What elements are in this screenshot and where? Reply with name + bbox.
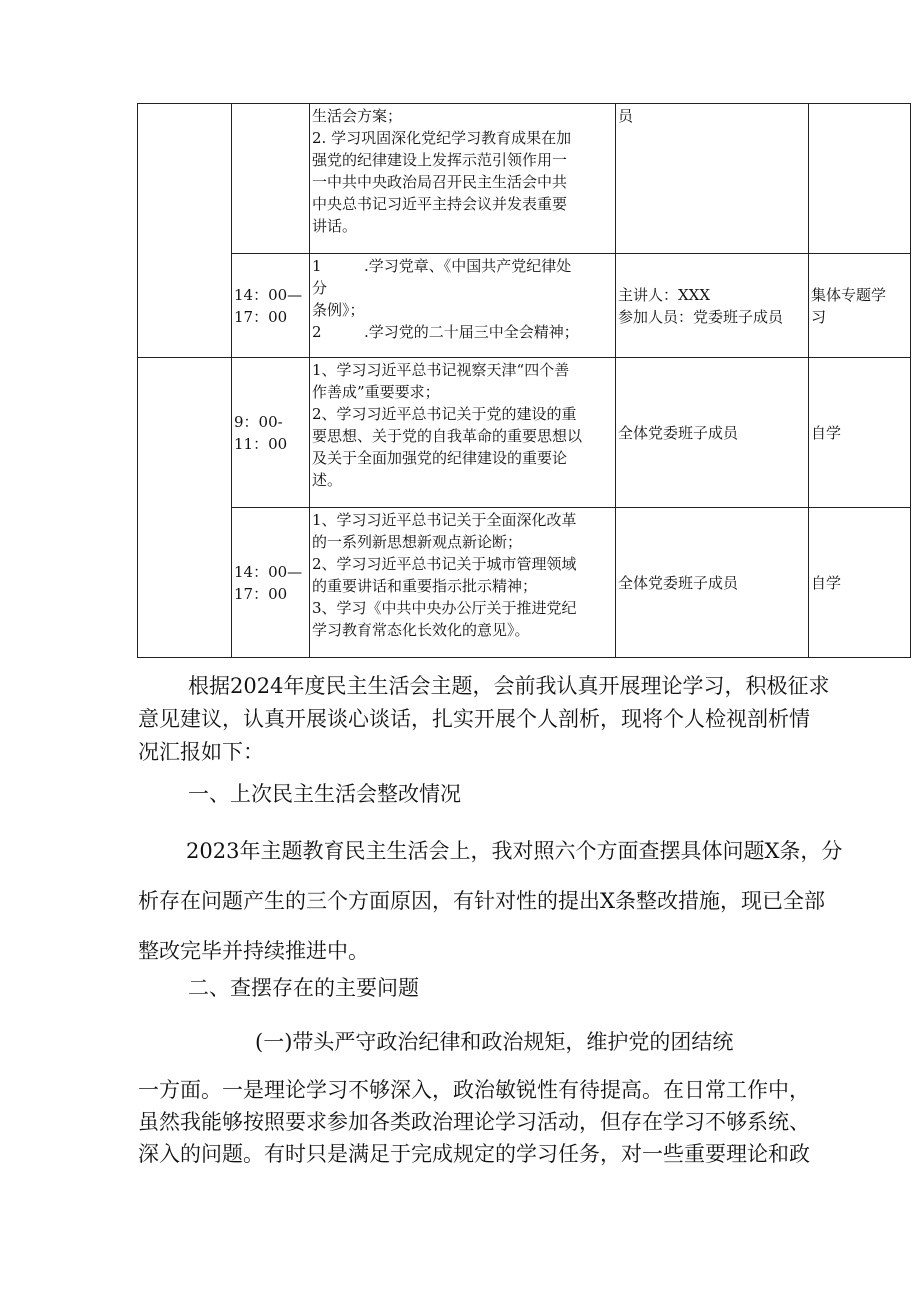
participants-cell: 员 [616,104,809,254]
time-cell [232,104,310,254]
table-row [138,508,911,658]
table-row [138,104,911,254]
content-cell: 1 .学习党章、《中国共产党纪律处 分 条例》； 2 .学习党的二十届三中全会精神； [310,254,616,358]
content-cell: 1、学习习近平总书记关于全面深化改革 的一系列新思想新观点新论断； 2、学习习近平总书记关于城市管理领域 的重要讲话和重要指示批示精神； 3、学习《中共中央办公厅关于推进党纪 学习教育常态化长效化的意见》。 [310,508,616,658]
date-cell [138,358,232,658]
form-cell: 自学 [809,508,911,658]
content-cell: 1、学习习近平总书记视察天津“四个善 作善成”重要要求； 2、学习习近平总书记关于党的建设的重 要思想、关于党的自我革命的重要思想以 及关于全面加强党的纪律建设的重要论 述。 [310,358,616,508]
time-cell: 9：00- 11：00 [232,358,310,508]
rectification-paragraph: 2023年主题教育民主生活会上，我对照六个方面查摆具体问题X条，分 析存在问题产生的三个方面原因，有针对性的提出X条整改措施，现已全部 整改完毕并持续推进中。 [138,839,843,963]
subsection-heading: (一)带头严守政治纪律和政治规矩，维护党的团结统 [255,1030,734,1054]
table-row [138,358,911,508]
form-cell: 集体专题学 习 [809,254,911,358]
time-cell: 14：00— 17：00 [232,254,310,358]
participants-cell: 全体党委班子成员 [616,358,809,508]
form-cell: 自学 [809,358,911,508]
table-row [138,254,911,358]
time-cell: 14：00— 17：00 [232,508,310,658]
participants-cell: 全体党委班子成员 [616,508,809,658]
study-schedule-table [137,103,911,658]
content-cell: 生活会方案； 2. 学习巩固深化党纪学习教育成果在加 强党的纪律建设上发挥示范引领作用一 一中共中央政治局召开民主生活会中共 中央总书记习近平主持会议并发表重要 讲话。 [310,104,616,254]
section-heading-2: 二、查摆存在的主要问题 [188,976,419,1000]
section-heading-1: 一、上次民主生活会整改情况 [188,782,461,806]
date-cell [138,104,232,358]
intro-paragraph: 根据2024年度民主生活会主题，会前我认真开展理论学习，积极征求 意见建议，认真开展谈心谈话，扎实开展个人剖析，现将个人检视剖析情 况汇报如下： [138,674,830,764]
problem-paragraph: 一方面。一是理论学习不够深入，政治敏锐性有待提高。在日常工作中， 虽然我能够按照要求参加各类政治理论学习活动，但存在学习不够系统、 深入的问题。有时只是满足于完成规定的学习任务，对一些重要理论和政 [138,1078,810,1166]
participants-cell: 主讲人：XXX 参加人员：党委班子成员 [616,254,809,358]
form-cell [809,104,911,254]
